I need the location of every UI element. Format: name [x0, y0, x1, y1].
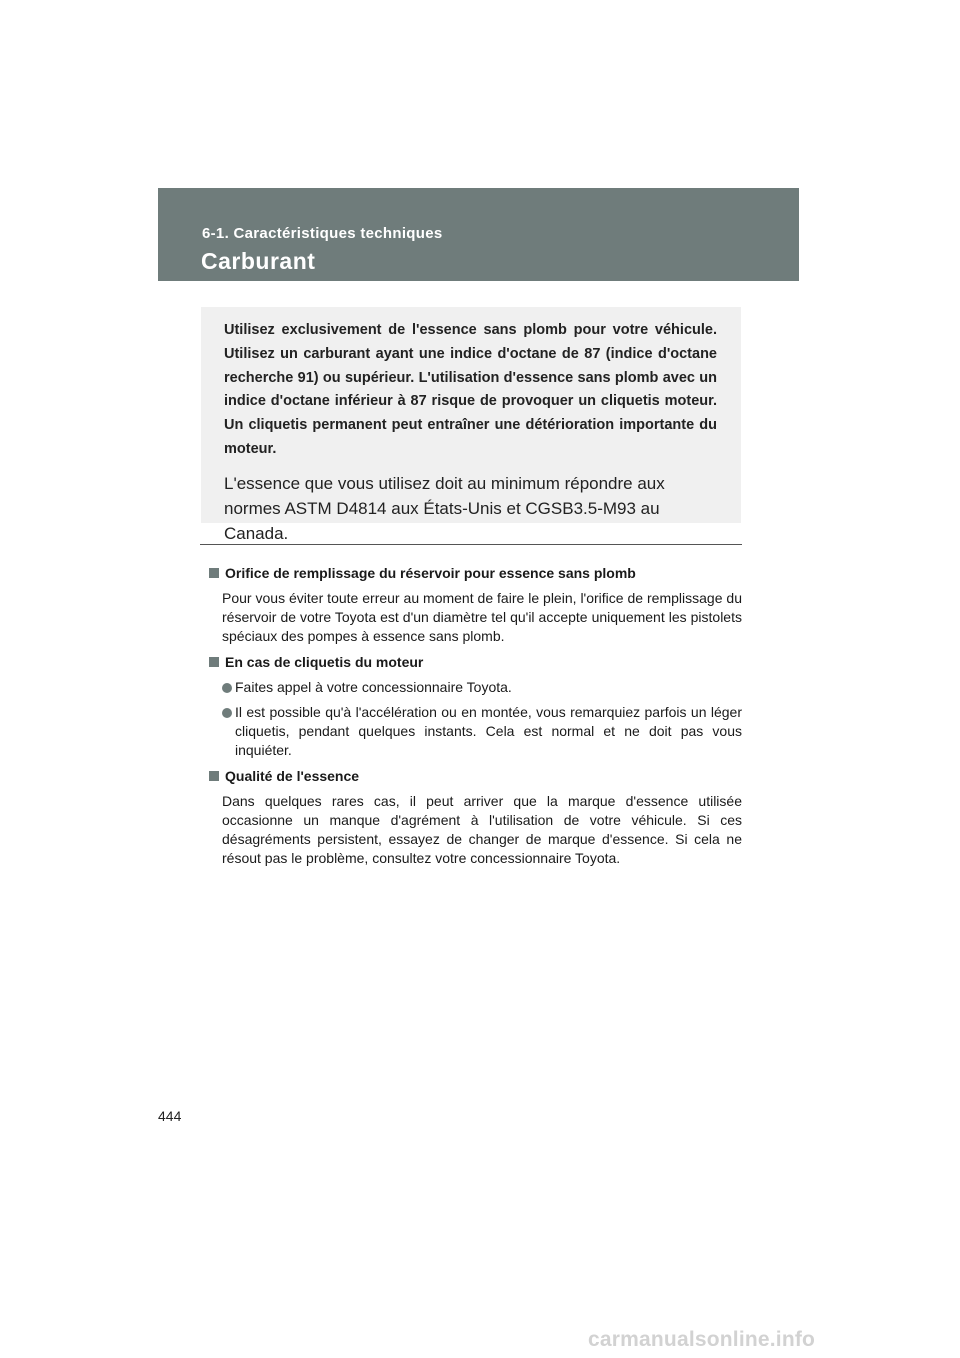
section-paragraph: Pour vous éviter toute erreur au moment de faire le plein, l'orifice de remplissage du réservoir de votre Toyota est d'un diamètre tel qu'il accepte uniquement les pistolets spéciaux des pompes à essence sans plomb. [222, 590, 742, 644]
list-item-text: Il est possible qu'à l'accélération ou en montée, vous remarquiez parfois un léger cliquetis, pendant quelques instants. Cela est normal et ne doit pas vous inquiéter. [235, 704, 742, 758]
list-item-text: Faites appel à votre concessionnaire Toyota. [235, 679, 512, 695]
section-heading [209, 766, 742, 786]
section-heading-text: En cas de cliquetis du moteur [225, 654, 424, 670]
square-bullet-icon [209, 771, 219, 781]
section-label: 6-1. Caractéristiques techniques [202, 225, 443, 242]
section-heading-text: Orifice de remplissage du réservoir pour essence sans plomb [225, 565, 636, 581]
circle-bullet-icon [222, 708, 232, 718]
section-engine-knocking [209, 652, 742, 760]
divider-rule [200, 544, 742, 545]
intro-bold-text: Utilisez exclusivement de l'essence sans plomb pour votre véhicule. Utilisez un carburant ayant une indice d'octane de 87 (indice d'octane recherche 91) ou supérieur. L'utilisation d'essence sans plomb avec un indice d'octane inférieur à 87 risque de provoquer un cliquetis moteur. Un cliquetis permanent peut entraîner une détérioration importante du moteur. [224, 322, 717, 457]
square-bullet-icon [209, 568, 219, 578]
section-fuel-filler [209, 563, 742, 646]
square-bullet-icon [209, 657, 219, 667]
content [209, 563, 742, 874]
list-item [222, 678, 742, 697]
intro-box [201, 307, 741, 543]
intro-normal-text: L'essence que vous utilisez doit au minimum répondre aux normes ASTM D4814 aux États-Unis et CGSB3.5-M93 au Canada. [224, 473, 665, 543]
circle-bullet-icon [222, 683, 232, 693]
section-paragraph: Dans quelques rares cas, il peut arriver que la marque d'essence utilisée occasionne un manque d'agrément à l'utilisation de votre véhicule. Si ces désagréments persistent, essayez de changer de marque d'essence. Si cela ne résout pas le problème, consultez votre concessionnaire Toyota. [222, 793, 742, 866]
section-heading-text: Qualité de l'essence [225, 768, 360, 784]
page-title: Carburant [201, 248, 316, 274]
section-heading [209, 563, 742, 583]
section-heading [209, 652, 742, 672]
section-fuel-quality [209, 766, 742, 868]
page-number: 444 [158, 1108, 182, 1124]
header-band [158, 188, 799, 281]
list-item [222, 703, 742, 760]
watermark: carmanualsonline.info [588, 1328, 816, 1351]
